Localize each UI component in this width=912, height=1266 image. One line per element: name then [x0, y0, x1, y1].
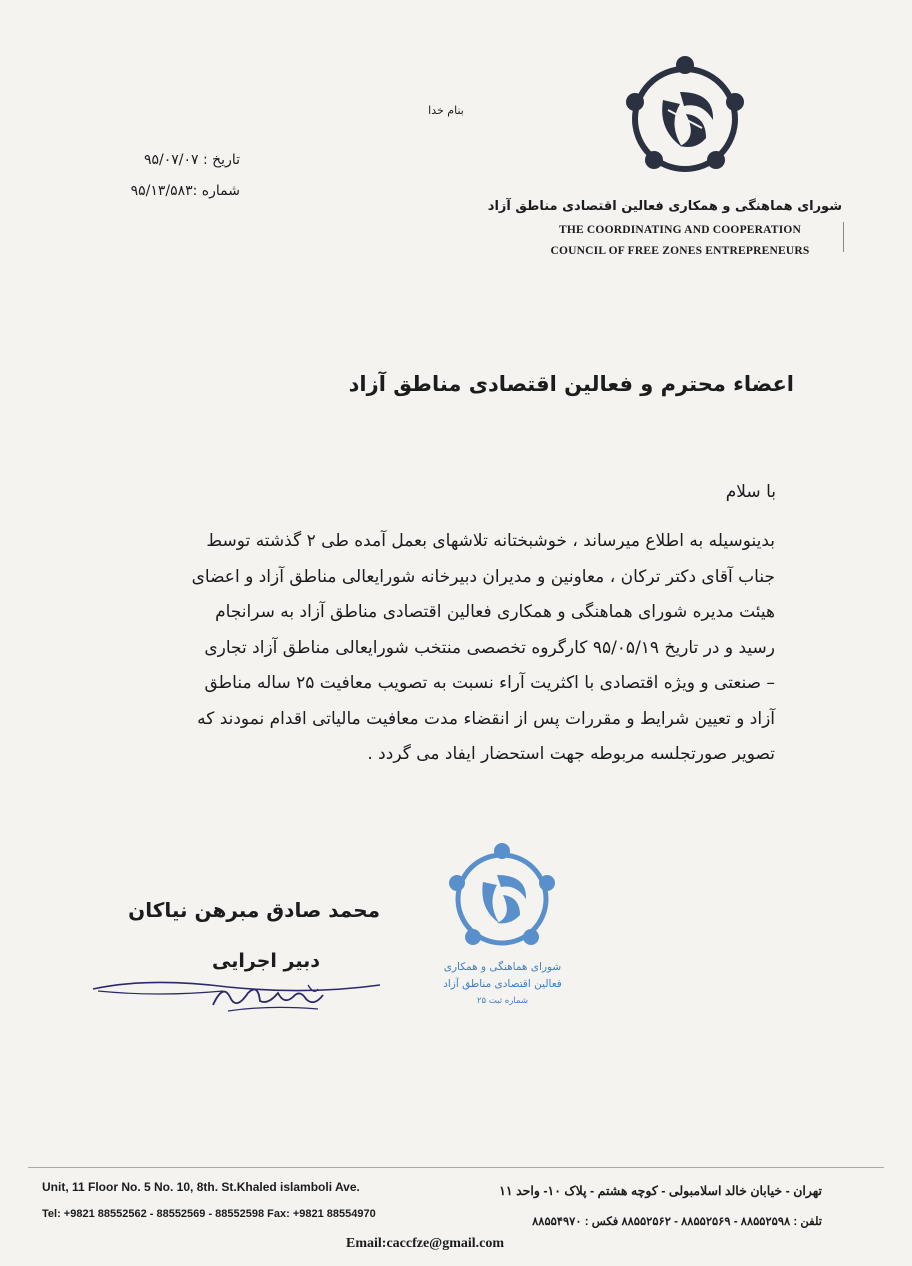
body-line: هیئت مدیره شورای هماهنگی و همکاری فعالین اقتصادی مناطق آزاد به سرانجام	[215, 602, 775, 622]
body-line: بدینوسیله به اطلاع میرساند ، خوشبختانه تلاشهای بعمل آمده طی ۲ گذشته توسط	[206, 531, 775, 551]
org-name-english-line1: THE COORDINATING AND COOPERATION	[558, 224, 802, 236]
footer-phone-english: Tel: +9821 88552562 - 88552569 - 88552598 Fax: +9821 88554970	[42, 1208, 376, 1220]
footer-divider	[28, 1167, 884, 1168]
signer-name: محمد صادق مبرهن نیاکان	[128, 898, 380, 922]
body-line: رسید و در تاریخ ۹۵/۰۵/۱۹ کارگروه تخصصی منتخب شورایعالی مناطق آزاد تجاری	[204, 637, 775, 658]
body-line: – صنعتی و ویژه اقتصادی با اکثریت آراء نسبت به تصویب معافیت ۲۵ ساله مناطق	[204, 673, 775, 693]
footer-email: Email:caccfze@gmail.com	[346, 1236, 505, 1251]
org-name-persian: شورای هماهنگی و همکاری فعالین اقتصادی مناطق آزاد	[487, 199, 842, 214]
letter-number: شماره :۹۵/۱۳/۵۸۳	[130, 183, 240, 199]
stamp-text-line2: فعالین اقتصادی مناطق آزاد	[443, 978, 562, 990]
council-logo-icon	[618, 52, 752, 186]
header-divider	[843, 222, 844, 252]
signer-role: دبیر اجرایی	[212, 950, 320, 972]
org-name-english-line2: COUNCIL OF FREE ZONES ENTREPRENEURS	[550, 245, 810, 257]
letter-greeting: با سلام	[725, 482, 776, 502]
body-line: آزاد و تعیین شرایط و مقررات پس از انقضاء مدت معافیت مالیاتی اقدام نمودند که	[197, 708, 775, 729]
stamp-registration: شماره ثبت ۲۵	[476, 996, 528, 1006]
footer-address-persian: تهران - خیابان خالد اسلامبولی - کوچه هشتم - پلاک ۱۰- واحد ۱۱	[499, 1184, 822, 1198]
body-line: جناب آقای دکتر ترکان ، معاونین و مدیران دبیرخانه شورایعالی مناطق آزاد و اعضای	[191, 566, 775, 587]
stamp-text-line1: شورای هماهنگی و همکاری	[443, 961, 562, 973]
footer-address-english: Unit, 11 Floor No. 5 No. 10, 8th. St.Khaled islamboli Ave.	[42, 1180, 360, 1194]
handwritten-signature-icon	[88, 975, 388, 1020]
footer-phone-persian: تلفن : ۸۸۵۵۲۵۹۸ - ۸۸۵۵۲۵۶۹ - ۸۸۵۵۲۵۶۲ فکس : ۸۸۵۵۴۹۷۰	[532, 1216, 822, 1228]
letter-body	[150, 524, 775, 773]
letter-date: تاریخ : ۹۵/۰۷/۰۷	[143, 152, 240, 168]
letter-title: اعضاء محترم و فعالین اقتصادی مناطق آزاد	[348, 372, 794, 396]
bismillah-text: بنام خدا	[428, 104, 464, 117]
body-line: تصویر صورتجلسه مربوطه جهت استحضار ایفاد می گردد .	[367, 744, 775, 764]
council-stamp-icon	[425, 837, 580, 1022]
